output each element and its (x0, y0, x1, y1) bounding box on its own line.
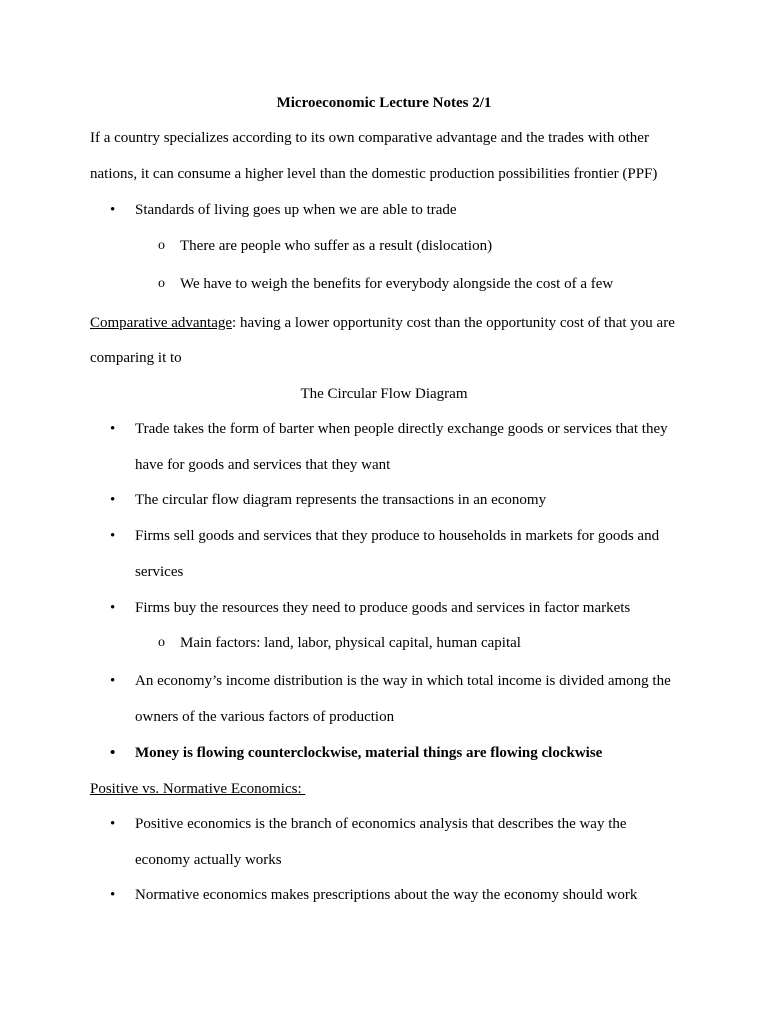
list-item-income-distribution-line-1: An economy’s income distribution is the way in which total income is divided among the (135, 673, 671, 689)
list-item-positive-economics-line-2: economy actually works (135, 852, 282, 868)
list-item-barter-line-2: have for goods and services that they want (135, 457, 391, 473)
intro-line-2: nations, it can consume a higher level than the domestic production possibilities frontier (PPF) (90, 166, 658, 182)
comparative-advantage-definition (90, 314, 675, 332)
bullet-icon: • (110, 421, 116, 437)
sub-bullet-icon: o (158, 238, 165, 253)
sub-item-dislocation: There are people who suffer as a result (dislocation) (180, 238, 493, 254)
section-heading-circular-flow: The Circular Flow Diagram (300, 386, 468, 402)
list-item-firms-sell-line-1: Firms sell goods and services that they produce to households in markets for goods and (135, 528, 660, 544)
comparative-advantage-term: Comparative advantage (90, 315, 233, 331)
bullet-icon: • (110, 745, 116, 761)
bullet-icon: • (110, 492, 116, 508)
bullet-icon: • (110, 887, 116, 903)
list-item-barter-line-1: Trade takes the form of barter when people directly exchange goods or services that they (135, 421, 668, 437)
bullet-icon: • (110, 202, 116, 218)
bullet-icon: • (110, 673, 116, 689)
list-item-money-flow: Money is flowing counterclockwise, material things are flowing clockwise (135, 745, 603, 761)
sub-bullet-icon: o (158, 276, 165, 291)
sub-item-weigh-benefits: We have to weigh the benefits for everybody alongside the cost of a few (180, 276, 614, 292)
sub-bullet-icon: o (158, 635, 165, 650)
intro-line-1: If a country specializes according to its own comparative advantage and the trades with other (90, 130, 649, 146)
list-item-positive-economics-line-1: Positive economics is the branch of economics analysis that describes the way the (135, 816, 627, 832)
list-item-living-standards: Standards of living goes up when we are able to trade (135, 202, 457, 218)
bullet-icon: • (110, 816, 116, 832)
list-item-circular-flow: The circular flow diagram represents the transactions in an economy (135, 492, 547, 508)
list-item-income-distribution-line-2: owners of the various factors of production (135, 709, 395, 725)
comparative-advantage-line-2: comparing it to (90, 350, 182, 366)
list-item-normative-economics: Normative economics makes prescriptions about the way the economy should work (135, 887, 638, 903)
sub-item-main-factors: Main factors: land, labor, physical capital, human capital (180, 635, 521, 651)
page-title: Microeconomic Lecture Notes 2/1 (276, 95, 492, 111)
comparative-advantage-text: : having a lower opportunity cost than the opportunity cost of that you are (232, 315, 675, 331)
bullet-icon: • (110, 528, 116, 544)
list-item-firms-buy: Firms buy the resources they need to produce goods and services in factor markets (135, 600, 631, 616)
bullet-icon: • (110, 600, 116, 616)
section-heading-positive-normative: Positive vs. Normative Economics: (90, 781, 306, 797)
list-item-firms-sell-line-2: services (135, 564, 184, 580)
